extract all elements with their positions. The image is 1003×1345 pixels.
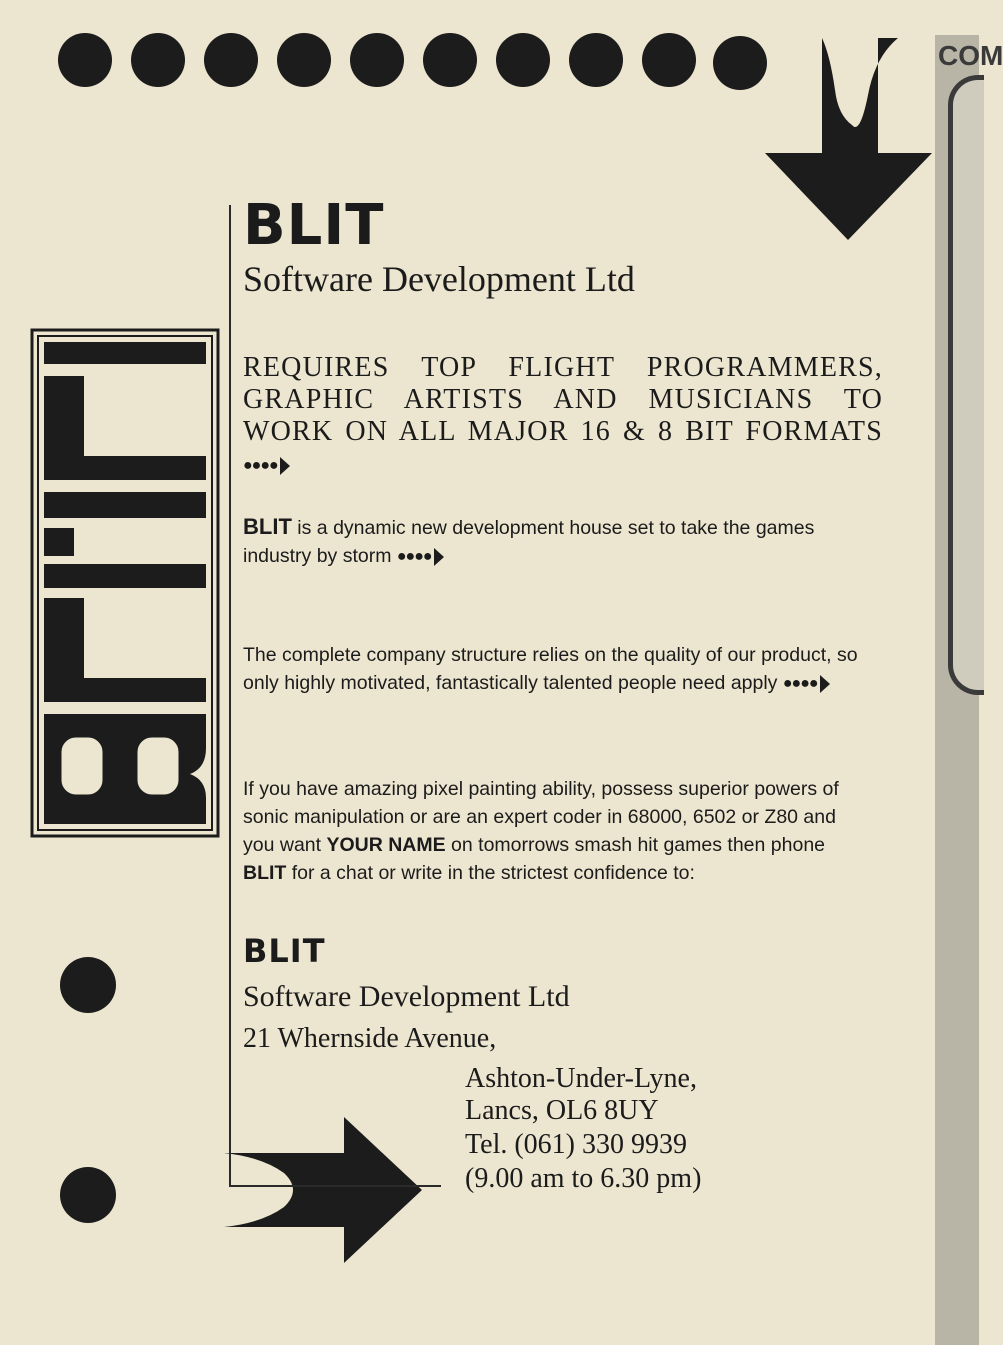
structure-text: The complete company structure relies on the quality of our product, so only highly motivated, fantastically talented people need apply <box>243 644 858 694</box>
side-dot <box>60 1167 116 1223</box>
address-subtitle: Software Development Ltd <box>243 980 570 1013</box>
pointer-icon <box>434 548 444 566</box>
down-arrow-icon <box>760 35 940 245</box>
dot <box>569 33 623 87</box>
recruit-text-3: for a chat or write in the strictest confidence to: <box>286 862 695 884</box>
address-county: Lancs, OL6 8UY <box>465 1095 659 1126</box>
intro-bold: BLIT <box>243 514 292 539</box>
bullet-dots: ●●●● <box>243 456 278 474</box>
dot <box>350 33 404 87</box>
headline <box>243 352 883 482</box>
bullet-dots: ●●●● <box>782 674 818 692</box>
intro-text: is a dynamic new development house set to take the games industry by storm <box>243 517 815 567</box>
address-title: BLIT <box>243 932 326 970</box>
recruit-paragraph <box>243 775 863 887</box>
recruit-bold-2: BLIT <box>243 862 287 884</box>
right-arrow-icon <box>222 1115 428 1265</box>
side-dot <box>60 957 116 1013</box>
adjacent-page-text: COM <box>938 40 1003 71</box>
address-street: 21 Whernside Avenue, <box>243 1023 497 1054</box>
dot <box>642 33 696 87</box>
dot <box>277 33 331 87</box>
vertical-rule <box>229 205 231 1185</box>
vertical-blit-logo <box>30 328 220 838</box>
address-hours: (9.00 am to 6.30 pm) <box>465 1163 702 1194</box>
recruit-bold-1: YOUR NAME <box>326 834 446 856</box>
address-town: Ashton-Under-Lyne, <box>465 1063 697 1094</box>
headline-text: REQUIRES TOP FLIGHT PROGRAMMERS, GRAPHIC ARTISTS AND MUSICIANS TO WORK ON ALL MAJOR 16 & 8 BIT FORMATS <box>243 352 883 447</box>
horizontal-rule <box>229 1185 441 1187</box>
dot <box>131 33 185 87</box>
company-subtitle: Software Development Ltd <box>243 259 635 299</box>
intro-paragraph <box>243 513 863 571</box>
bullet-dots: ●●●● <box>396 547 432 565</box>
pointer-icon <box>820 675 830 693</box>
dot <box>496 33 550 87</box>
dot <box>204 33 258 87</box>
dot <box>713 36 767 90</box>
dot <box>58 33 112 87</box>
address-phone: Tel. (061) 330 9939 <box>465 1129 688 1160</box>
pointer-icon <box>280 457 290 475</box>
company-title: BLIT <box>243 193 385 258</box>
structure-paragraph <box>243 641 863 698</box>
recruit-text-2: on tomorrows smash hit games then phone <box>445 834 826 856</box>
recruit-text-1: If you have amazing pixel painting ability, possess superior powers of sonic manipulation or are an expert coder in 68000, 6502 or Z80 and you want <box>243 778 839 856</box>
adjacent-page-frame <box>948 75 984 695</box>
dot <box>423 33 477 87</box>
